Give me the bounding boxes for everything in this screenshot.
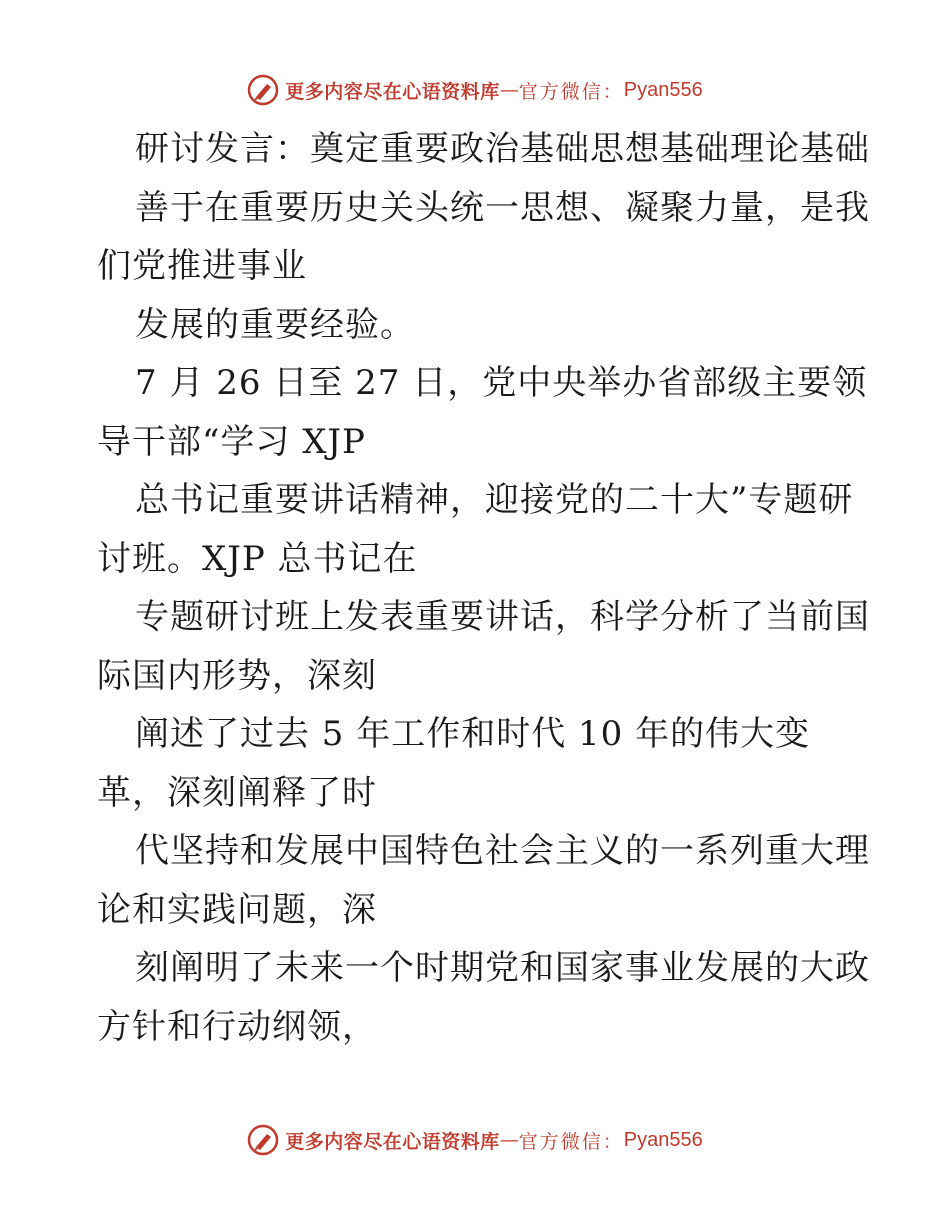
body-line: 革，深刻阐释了时	[97, 772, 377, 813]
watermark-separator: —	[499, 1129, 519, 1151]
watermark-wechat-id: Pyan556	[623, 1128, 703, 1151]
pen-logo-icon	[247, 1124, 279, 1156]
body-line: 方针和行动纲领，	[97, 1006, 377, 1047]
document-body	[97, 120, 870, 1056]
watermark-slogan: 更多内容尽在心语资料库	[285, 1130, 500, 1153]
watermark-wechat-id: Pyan556	[623, 78, 703, 101]
watermark-slogan: 更多内容尽在心语资料库	[285, 80, 500, 103]
watermark-wechat-label: 官方微信：	[518, 1130, 624, 1153]
body-line: 刻阐明了未来一个时期党和国家事业发展的大政	[135, 948, 870, 988]
body-line: 际国内形势，深刻	[97, 655, 377, 696]
watermark-separator: —	[499, 79, 519, 101]
body-line: 善于在重要历史关头统一思想、凝聚力量，是我	[135, 187, 870, 228]
body-line: 发展的重要经验。	[135, 304, 415, 345]
body-line: 导干部“学习 XJP	[97, 421, 366, 462]
body-line: 们党推进事业	[97, 246, 307, 286]
pen-logo-icon	[247, 74, 279, 106]
header-watermark	[0, 70, 950, 110]
body-line: 论和实践问题，深	[97, 889, 377, 930]
watermark-wechat-label: 官方微信：	[518, 80, 624, 103]
body-line: 专题研讨班上发表重要讲话，科学分析了当前国	[135, 597, 870, 637]
body-line: 讨班。XJP 总书记在	[97, 538, 418, 579]
body-line: 7 月 26 日至 27 日，党中央举办省部级主要领	[135, 363, 868, 403]
body-line: 阐述了过去 5 年工作和时代 10 年的伟大变	[135, 714, 811, 754]
footer-watermark	[0, 1120, 950, 1160]
body-line: 研讨发言：奠定重要政治基础思想基础理论基础	[135, 129, 870, 169]
body-line: 总书记重要讲话精神，迎接党的二十大”专题研	[135, 480, 854, 520]
body-line: 代坚持和发展中国特色社会主义的一系列重大理	[135, 831, 870, 871]
